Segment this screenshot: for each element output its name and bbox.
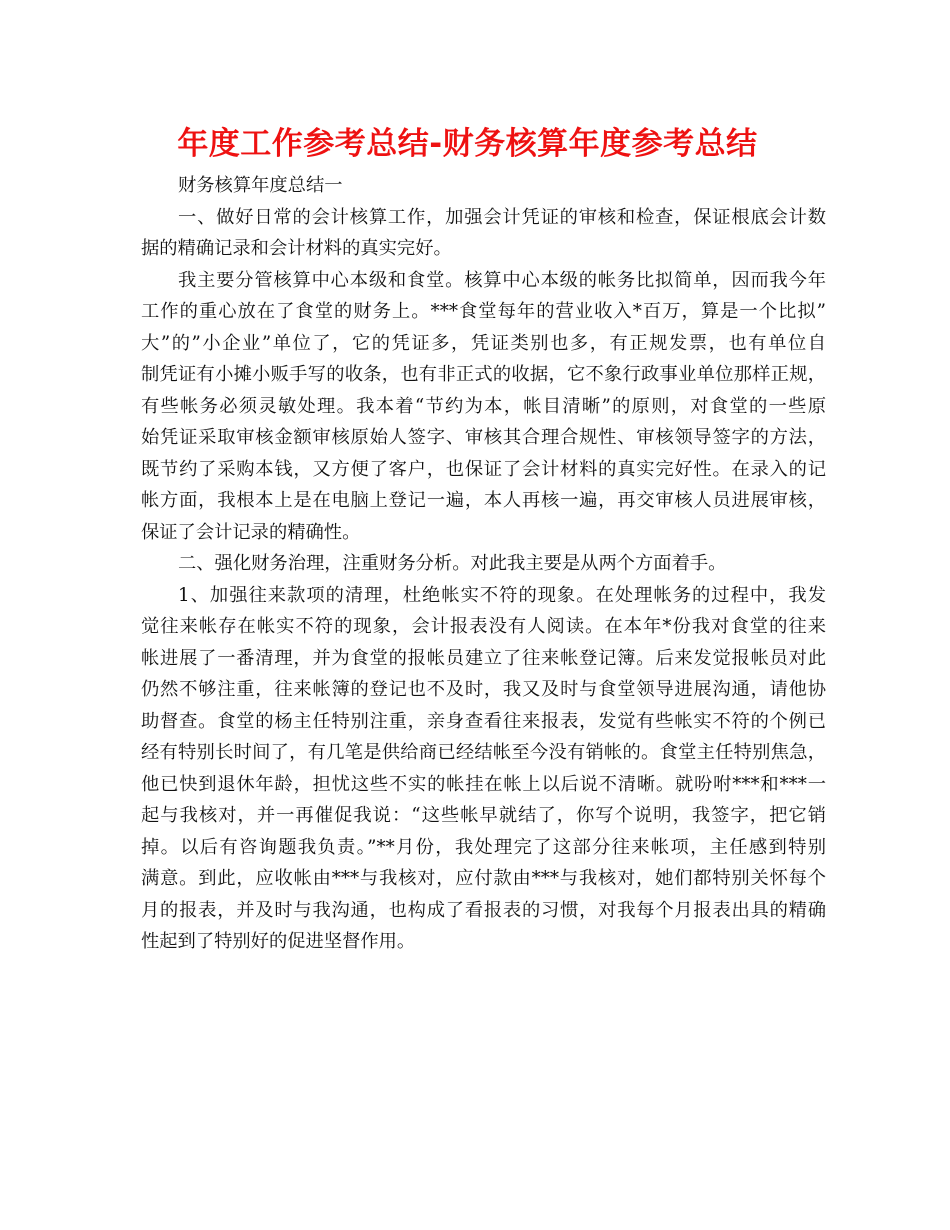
paragraph-line: 性起到了特别好的促进坚督作用。: [141, 931, 416, 952]
section-heading: 二、强化财务治理，注重财务分析。对此我主要是从两个方面着手。: [178, 553, 727, 574]
section-heading: 财务核算年度总结一: [178, 175, 343, 196]
paragraph-line: 据的精确记录和会计材料的真实完好。: [141, 238, 452, 259]
paragraph-line: 觉往来帐存在帐实不符的现象，会计报表没有人阅读。在本年*份我对食堂的往来: [141, 616, 826, 637]
paragraph-line: 帐方面，我根本上是在电脑上登记一遍，本人再核一遍，再交审核人员进展审核，: [141, 490, 826, 511]
paragraph-line: 制凭证有小摊小贩手写的收条，也有非正式的收据，它不象行政事业单位那样正规，: [141, 364, 826, 385]
paragraph-line: 始凭证采取审核金额审核原始人签字、审核其合理合规性、审核领导签字的方法，: [141, 427, 826, 448]
paragraph-line: 既节约了采购本钱，又方便了客户，也保证了会计材料的真实完好性。在录入的记: [141, 458, 826, 480]
document-title: 年度工作参考总结-财务核算年度参考总结: [177, 126, 758, 162]
paragraph-line: 我主要分管核算中心本级和食堂。核算中心本级的帐务比拟简单，因而我今年: [178, 269, 826, 291]
paragraph-line: 掉。以后有咨询题我负责。”**月份，我处理完了这部分往来帐项，主任感到特别: [141, 836, 826, 858]
paragraph-line: 满意。到此，应收帐由***与我核对，应付款由***与我核对，她们都特别关怀每个: [141, 868, 826, 889]
paragraph-line: 保证了会计记录的精确性。: [141, 521, 361, 543]
document-body: [141, 170, 826, 958]
paragraph-line: 经有特别长时间了，有几笔是供给商已经结帐至今没有销帐的。食堂主任特别焦急，: [141, 742, 826, 763]
paragraph-line: 大”的”小企业”单位了，它的凭证多，凭证类别也多，有正规发票，也有单位自: [141, 332, 826, 354]
paragraph-line: 仍然不够注重，往来帐簿的登记也不及时，我又及时与食堂领导进展沟通，请他协: [141, 679, 826, 700]
paragraph-line: 1、加强往来款项的清理，杜绝帐实不符的现象。在处理帐务的过程中，我发: [178, 584, 826, 606]
paragraph-line: 助督查。食堂的杨主任特别注重，亲身查看往来报表，发觉有些帐实不符的个例已: [141, 710, 826, 732]
paragraph-line: 工作的重心放在了食堂的财务上。***食堂每年的营业收入*百万，算是一个比拟”: [141, 301, 826, 322]
paragraph-line: 月的报表，并及时与我沟通，也构成了看报表的习惯，对我每个月报表出具的精确: [141, 899, 826, 921]
paragraph-line: 他已快到退休年龄，担忧这些不实的帐挂在帐上以后说不清晰。就吩咐***和***一: [141, 773, 826, 795]
paragraph-line: 有些帐务必须灵敏处理。我本着“节约为本，帐目清晰”的原则，对食堂的一些原: [141, 395, 826, 417]
paragraph-line: 帐进展了一番清理，并为食堂的报帐员建立了往来帐登记簿。后来发觉报帐员对此: [141, 647, 826, 669]
paragraph-line: 起与我核对，并一再催促我说：“这些帐早就结了，你写个说明，我签字，把它销: [141, 805, 826, 826]
paragraph-line: 一、做好日常的会计核算工作，加强会计凭证的审核和检查，保证根底会计数: [178, 206, 826, 228]
